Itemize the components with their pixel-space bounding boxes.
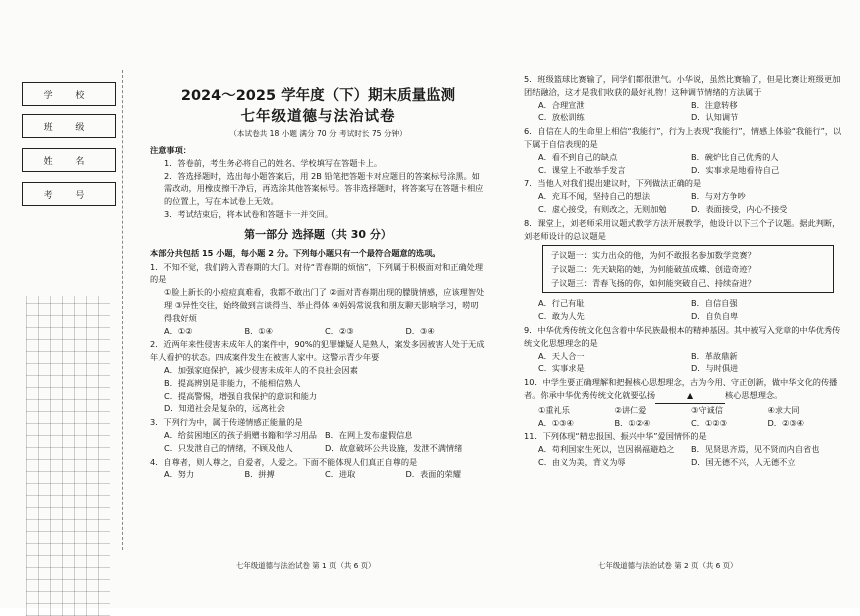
statement: ②讲仁爱 <box>614 404 647 415</box>
option: B．①②④ <box>614 417 651 428</box>
question-1 <box>150 261 486 338</box>
sub-topic-box <box>542 245 834 293</box>
option: A．加强家庭保护，减少侵害未成年人的不良社会因素 <box>164 364 358 375</box>
option: D．自负自卑 <box>691 311 739 322</box>
option: B．在网上发布虚假信息 <box>325 429 413 440</box>
question-stem: 6．自信在人的生命里上相信“我能行”，行为上表现“我能行”，情感上体验“我能行”，以下属于自信表现的是 <box>524 126 842 149</box>
option: C．只发泄自己的情绪，不顾及他人 <box>164 442 293 453</box>
option: B．提高辨别是非能力，不能相信熟人 <box>164 377 301 388</box>
question-2 <box>150 338 486 415</box>
option: C．由义为美，背义为辱 <box>538 456 626 467</box>
question-stem <box>524 376 844 404</box>
question-stem-part: 核心思想理念。 <box>725 389 783 400</box>
question-stem: 5．班级篮球比赛输了，同学们都很泄气。小华说，虽然比赛输了，但是比赛让班级更加团结融洽，这才是我们收获的最好礼物！这种调节情绪的方法属于 <box>524 74 841 97</box>
note-item: 1．答卷前，考生务必将自己的姓名、学校填写在答题卡上。 <box>164 157 383 168</box>
option: C．进取 <box>325 469 356 480</box>
seal-grid <box>26 296 110 616</box>
option: A．行己有耻 <box>538 298 585 309</box>
section-title: 第一部分 选择题（共 30 分） <box>244 227 392 241</box>
fold-line <box>122 70 123 550</box>
question-5 <box>524 73 844 124</box>
question-stem: 7．当他人对我们提出建议时，下列做法正确的是 <box>524 178 702 189</box>
option: C．提高警惕，增强自我保护的意识和能力 <box>164 390 318 401</box>
option: A．看不到自己的缺点 <box>538 151 618 162</box>
sub-topic: 子议题三：青春飞扬的你，如何能突破自己、持续奋进？ <box>551 278 756 289</box>
option: A．苟利国家生死以，岂因祸福避趋之 <box>538 444 675 455</box>
option: D．表面接受，内心不接受 <box>691 203 788 214</box>
exam-no-box: 考 号 <box>22 182 116 206</box>
statement: ①重礼乐 <box>538 404 570 415</box>
option: A．给贫困地区的孩子捐赠书籍和学习用品 <box>164 429 317 440</box>
exam-info: （本试卷共 18 小题 满分 70 分 考试时长 75 分钟） <box>229 129 407 138</box>
sub-topic: 子议题二：先天缺陷的她，为何能破茧成蝶、创造奇迹？ <box>551 264 756 275</box>
exam-subject-title: 七年级道德与法治试卷 <box>240 109 396 125</box>
triangle-marker-icon: ▲ <box>686 390 694 400</box>
sub-topic: 子议题一：实力出众的他，为何不敢报名参加数学竞赛？ <box>551 250 756 261</box>
question-11 <box>524 430 844 468</box>
statement: ③守诚信 <box>691 404 723 415</box>
notes-heading: 注意事项： <box>150 145 191 155</box>
question-10 <box>524 376 844 429</box>
option: A．充耳不闻，坚持自己的想法 <box>538 191 651 202</box>
option: D．②③④ <box>767 417 805 428</box>
question-7 <box>524 177 844 215</box>
option: A．天人合一 <box>538 350 585 361</box>
question-stem: 8．课堂上，刘老师采用议题式教学方法开展教学，他设计以下三个子议题。据此判断，刘老师设计的总议题是 <box>524 217 841 241</box>
question-statements <box>524 404 844 417</box>
name-box: 姓 名 <box>22 148 116 172</box>
option: C．②③ <box>325 325 354 336</box>
question-stem: 11．下列体现“精忠报国、振兴中华”爱国情怀的是 <box>524 431 707 442</box>
option: C．放松训练 <box>538 112 585 123</box>
question-stem: 2．近两年来性侵害未成年人的案件中，90%的犯罪嫌疑人是熟人，案发多因被害人处于无成年人看护的状态。四成案件发生在被害人家中。这警示青少年要 <box>150 339 485 363</box>
question-stem: 3．下列行为中，属于传递情感正能量的是 <box>150 417 303 428</box>
option: C．①②③ <box>691 417 727 428</box>
note-item: 2．答选择题时，选出每小题答案后，用 2B 铅笔把答题卡对应题目的答案标号涂黑。如需改动，用橡皮擦干净后，再选涂其他答案标号。答非选择题时，将答案写在答题卡相应的位置上，写在本试卷上无效。 <box>164 170 484 207</box>
question-stem: 1．不知不觉，我们跨入青春期的大门。对待“青春期的烦恼”，下列属于积极面对和正确处理的是 <box>150 261 484 285</box>
option: D．实事求是地看待自己 <box>691 164 780 175</box>
option: C．实事求是 <box>538 363 585 374</box>
page-footer-right: 七年级道德与法治试卷 第 2 页（共 6 页） <box>598 561 738 570</box>
page-footer-left: 七年级道德与法治试卷 第 1 页（共 6 页） <box>236 561 376 570</box>
question-stem: 4．自尊者，则人尊之，自爱者，人爱之。下面不能体现人们真正自尊的是 <box>150 456 418 467</box>
question-stem: 9．中华优秀传统文化包含着中华民族最根本的精神基因。其中被写入党章的中华优秀传统文化思想理念的是 <box>524 324 841 348</box>
question-options <box>524 190 844 216</box>
option: B．碗炉比自己优秀的人 <box>691 151 779 162</box>
option: D．认知调节 <box>691 112 739 123</box>
option: A．努力 <box>164 469 195 480</box>
option: B．①④ <box>244 325 273 336</box>
question-options <box>524 417 844 430</box>
option: D．表面的荣耀 <box>405 469 461 480</box>
question-options <box>524 350 844 376</box>
question-9 <box>524 324 844 375</box>
answer-blank <box>655 389 725 404</box>
option: D．与时俱进 <box>691 363 739 374</box>
option: A．①② <box>164 325 193 336</box>
question-statements: ①脸上新长的小痘痘真难看，我都不敢出门了 ②面对青春期出现的朦胧情感，应该理智处理 ③异性交往，始终做到言谈得当、举止得体 ④妈妈常说我和朋友聊天影响学习，唠叨得我好烦 <box>164 287 485 323</box>
option: B．见贤思齐焉，见不贤而内自省也 <box>691 444 820 455</box>
class-box: 班 级 <box>22 114 116 138</box>
question-options <box>524 297 844 323</box>
option: D．国无德不兴，人无德不立 <box>691 456 796 467</box>
option: A．①③④ <box>538 417 574 428</box>
option: B．注意转移 <box>691 99 738 110</box>
option: D．知道社会是复杂的，远离社会 <box>164 403 285 414</box>
question-6 <box>524 125 844 176</box>
section-instructions: 本部分共包括 15 小题，每小题 2 分。下列每小题只有一个最符合题意的选项。 <box>150 247 441 258</box>
question-options <box>150 325 486 338</box>
left-column <box>150 86 486 481</box>
school-box: 学 校 <box>22 82 116 106</box>
option: C．课堂上不敢举手发言 <box>538 164 626 175</box>
question-options <box>524 151 844 177</box>
option: A．合理宣泄 <box>538 99 585 110</box>
option: B．拼搏 <box>244 469 275 480</box>
question-stem-part: 10．中学生要正确理解和把握核心思想理念，古为今用、守正创新，做中华文化的传播者。你承中华优秀传统文化就要弘扬 <box>524 377 838 400</box>
question-4 <box>150 456 486 482</box>
option: B．革故鼎新 <box>691 350 738 361</box>
question-options <box>150 468 486 481</box>
option: D．③④ <box>405 325 435 336</box>
question-8 <box>524 217 844 323</box>
option: C．虚心接受，有则改之，无则加勉 <box>538 203 667 214</box>
right-column <box>524 72 844 469</box>
option: C．敢为人先 <box>538 311 585 322</box>
option: B．与对方争吵 <box>691 191 746 202</box>
binding-strip <box>22 78 114 548</box>
statement: ④求大同 <box>767 404 800 415</box>
exam-title: 2024～2025 学年度（下）期末质量监测 <box>180 88 456 104</box>
note-item: 3．考试结束后，将本试卷和答题卡一并交回。 <box>164 208 333 219</box>
option: B．自信自强 <box>691 298 738 309</box>
question-options <box>150 429 486 455</box>
option: D．故意破坏公共设施，发泄不满情绪 <box>325 442 463 453</box>
question-options <box>524 443 844 469</box>
question-3 <box>150 416 486 454</box>
question-options <box>524 99 844 125</box>
